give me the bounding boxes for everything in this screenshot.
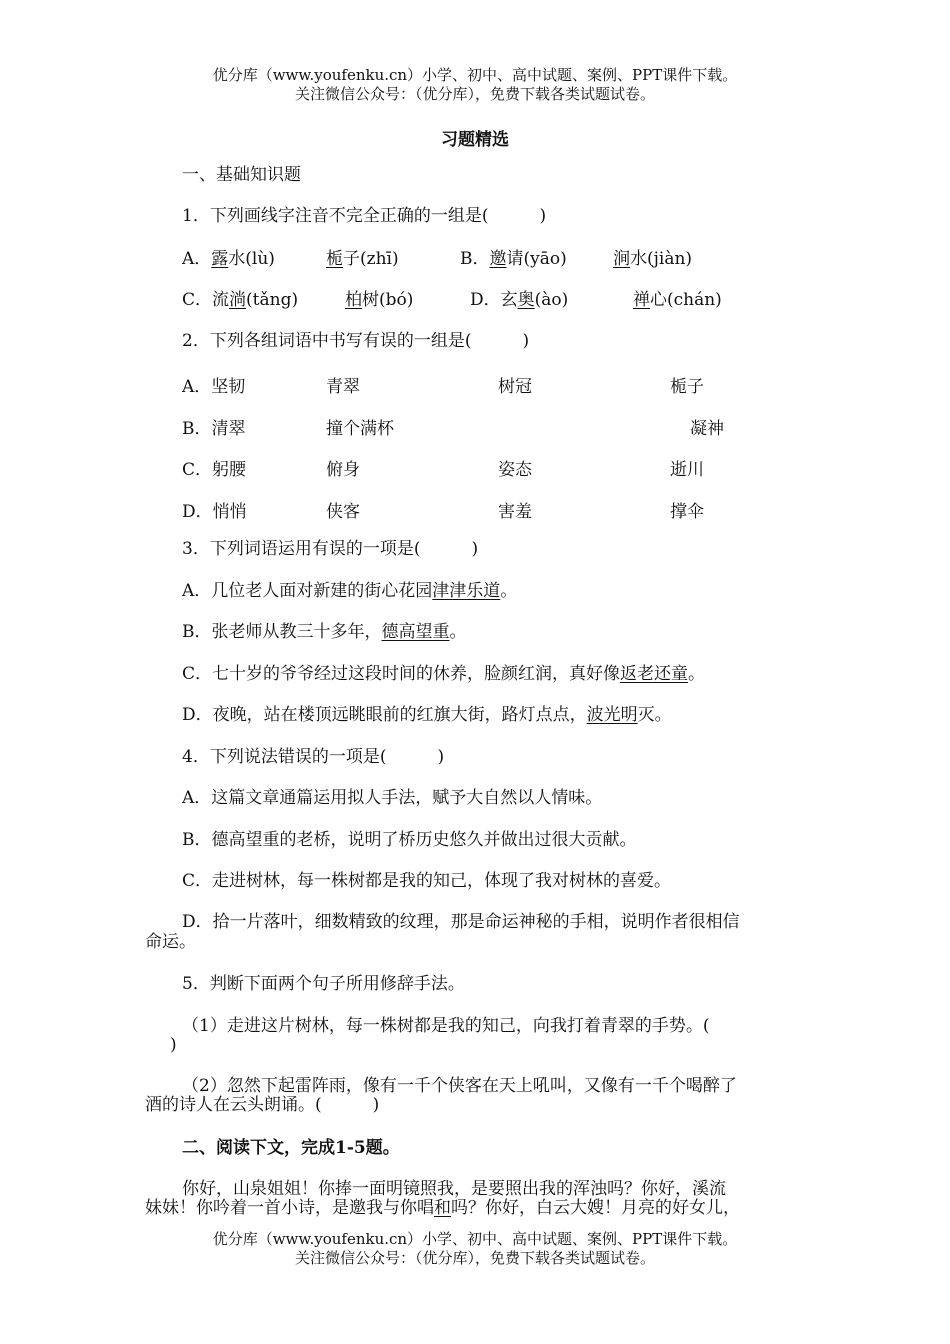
q2-stem: 2．下列各组词语中书写有误的一组是( ) <box>182 331 530 351</box>
q1-option-d <box>470 289 568 311</box>
q3-option-b <box>182 621 467 643</box>
q3-option-d <box>182 704 672 726</box>
q2-row-c-col4: 逝川 <box>670 460 704 480</box>
underlined-char: 禅 <box>633 290 650 310</box>
q1-option-a2 <box>326 248 399 270</box>
q2-row-d-col3: 害羞 <box>498 502 532 522</box>
section2-heading: 二、阅读下文，完成1-5题。 <box>182 1138 400 1158</box>
q2-row-d-col4: 撑伞 <box>670 502 704 522</box>
q5-sentence-1-line1: （1）走进这片树林，每一株树都是我的知己，向我打着青翠的手势。( <box>182 1016 710 1036</box>
q1-option-c <box>182 289 298 311</box>
q2-row-b-col2: 撞个满杯 <box>326 419 394 439</box>
q2-row-c-col2: 俯身 <box>326 460 360 480</box>
q5-stem: 5．判断下面两个句子所用修辞手法。 <box>182 974 465 994</box>
option-text: 流 <box>212 290 230 310</box>
option-text: 玄 <box>500 290 518 310</box>
option-label: B． <box>460 249 490 269</box>
q2-row-d-col1: D．悄悄 <box>182 502 247 522</box>
underlined-char: 露 <box>211 249 229 269</box>
q3-stem: 3．下列词语运用有误的一项是( ) <box>182 539 479 559</box>
underlined-phrase: 津津乐道 <box>432 581 501 601</box>
q2-row-a-col3: 树冠 <box>498 377 532 397</box>
q2-row-c-col3: 姿态 <box>498 460 532 480</box>
option-text: 请(yāo) <box>506 249 567 269</box>
q4-stem: 4．下列说法错误的一项是( ) <box>182 747 445 767</box>
option-text: 。 <box>449 622 467 642</box>
q1-option-b2 <box>613 248 692 270</box>
option-text: (ào) <box>534 290 569 310</box>
q2-row-b-col4: 凝神 <box>690 419 724 439</box>
section1-heading: 一、基础知识题 <box>182 165 301 185</box>
header-line-1: 优分库（www.youfenku.cn）小学、初中、高中试题、案例、PPT课件下载。 <box>212 66 738 84</box>
q5-sentence-1-line2: ) <box>170 1035 177 1055</box>
underlined-char: 涧 <box>613 249 630 269</box>
q4-option-c: C．走进树林，每一株树都是我的知己，体现了我对树林的喜爱。 <box>182 871 672 891</box>
q2-row-a-col4: 栀子 <box>670 377 704 397</box>
q4-option-b: B．德高望重的老桥，说明了桥历史悠久并做出过很大贡献。 <box>182 830 637 850</box>
underlined-char: 淌 <box>229 290 247 310</box>
q4-option-a: A．这篇文章通篇运用拟人手法，赋予大自然以人情味。 <box>182 788 603 808</box>
q1-option-a <box>182 248 275 270</box>
q1-stem: 1．下列画线字注音不完全正确的一组是( ) <box>182 206 547 226</box>
underlined-char: 柏 <box>345 290 362 310</box>
header-line-2: 关注微信公众号：（优分库），免费下载各类试题试卷。 <box>294 85 655 103</box>
q3-option-a <box>182 580 517 602</box>
option-text: (tǎng) <box>246 290 299 310</box>
q1-option-b <box>460 248 567 270</box>
q1-option-c2 <box>345 289 413 311</box>
q1-option-d2 <box>633 289 722 311</box>
option-text: 心(chán) <box>650 290 722 310</box>
underlined-char: 邀 <box>489 249 507 269</box>
option-text: 子(zhī) <box>343 249 399 269</box>
reading-passage-line1: 你好，山泉姐姐！你捧一面明镜照我，是要照出我的浑浊吗？你好，溪流 <box>182 1179 726 1199</box>
underlined-char: 栀 <box>326 249 343 269</box>
underlined-phrase: 波光明 <box>586 705 638 725</box>
underlined-phrase: 德高望重 <box>381 622 450 642</box>
q2-row-b-col1: B．清翠 <box>182 419 246 439</box>
option-text: D．夜晚，站在楼顶远眺眼前的红旗大街，路灯点点， <box>182 705 587 725</box>
option-text: 灭。 <box>637 705 672 725</box>
option-text: 水(lù) <box>228 249 275 269</box>
q2-row-a-col2: 青翠 <box>326 377 360 397</box>
option-text: 。 <box>688 664 706 684</box>
q2-row-a-col1: A．坚韧 <box>182 377 246 397</box>
underlined-phrase: 返老还童 <box>620 664 689 684</box>
q3-option-c <box>182 663 705 685</box>
option-label: A． <box>182 249 212 269</box>
option-text: 。 <box>500 581 518 601</box>
q5-sentence-2-line1: （2）忽然下起雷阵雨，像有一千个侠客在天上吼叫，又像有一千个喝醉了 <box>182 1076 737 1096</box>
option-text: C．七十岁的爷爷经过这段时间的休养，脸颜红润，真好像 <box>182 664 621 684</box>
option-text: 水(jiàn) <box>630 249 693 269</box>
passage-text: 吗？你好，白云大嫂！月亮的好女儿， <box>451 1198 740 1218</box>
reading-passage-line2 <box>145 1197 740 1219</box>
underlined-char: 奥 <box>517 290 535 310</box>
passage-text: 妹妹！你吟着一首小诗，是邀我与你唱 <box>145 1198 434 1218</box>
footer-line-2: 关注微信公众号：（优分库），免费下载各类试题试卷。 <box>294 1249 655 1267</box>
option-text: 树(bó) <box>362 290 414 310</box>
q5-sentence-2-line2: 酒的诗人在云头朗诵。( ) <box>145 1095 380 1115</box>
q2-row-c-col1: C．躬腰 <box>182 460 247 480</box>
footer-line-1: 优分库（www.youfenku.cn）小学、初中、高中试题、案例、PPT课件下载。 <box>212 1230 738 1248</box>
q2-row-d-col2: 侠客 <box>326 502 360 522</box>
option-text: A．几位老人面对新建的街心花园 <box>182 581 433 601</box>
q4-option-d-line1: D．拾一片落叶，细数精致的纹理，那是命运神秘的手相，说明作者很相信 <box>182 912 740 932</box>
option-text: B．张老师从教三十多年， <box>182 622 382 642</box>
page-title: 习题精选 <box>441 130 509 150</box>
underlined-char: 和 <box>434 1198 451 1218</box>
q4-option-d-line2: 命运。 <box>145 932 196 952</box>
option-label: C． <box>182 290 213 310</box>
option-label: D． <box>470 290 501 310</box>
